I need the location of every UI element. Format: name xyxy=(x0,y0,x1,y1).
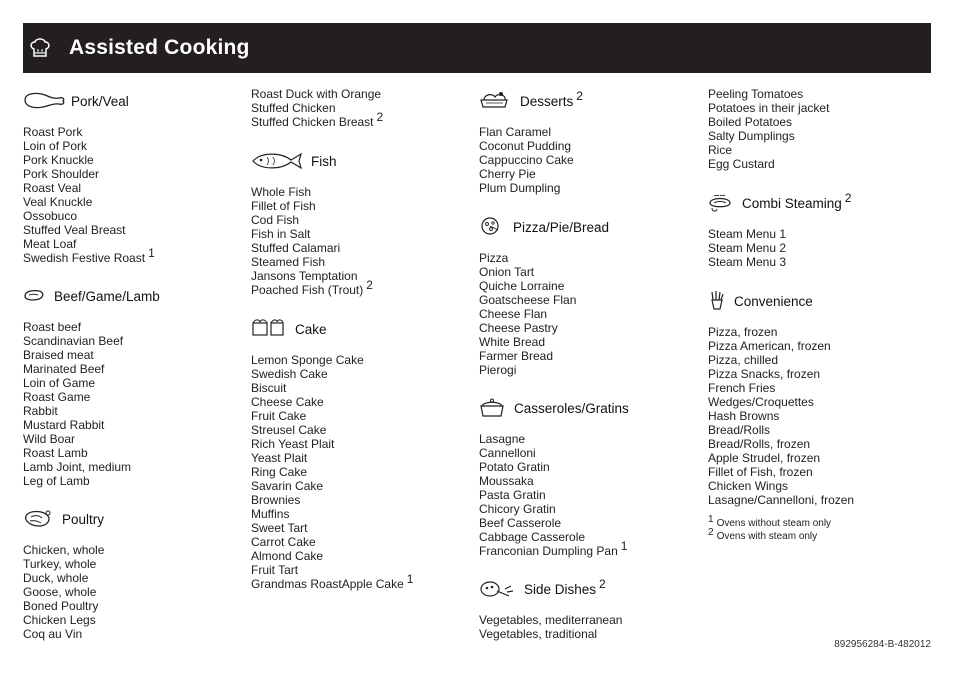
steak-icon xyxy=(23,285,54,307)
list-item: Boiled Potatoes xyxy=(708,115,793,129)
list-item: Sweet Tart xyxy=(251,521,308,535)
list-item: Rice xyxy=(708,143,733,157)
list-item: Wild Boar xyxy=(23,432,76,446)
footnote: 2 Ovens with steam only xyxy=(708,526,818,542)
list-item: Fish in Salt xyxy=(251,227,311,241)
footnote-ref: 1 xyxy=(620,539,628,553)
footnote: 1 Ovens without steam only xyxy=(708,513,832,529)
footnotes xyxy=(708,513,832,543)
list-item: Pork Knuckle xyxy=(23,153,94,167)
list-item: Roast Lamb xyxy=(23,446,88,460)
section-combi-steaming xyxy=(708,192,851,269)
section-side-dishes xyxy=(479,578,622,641)
footnote-ref: 2 xyxy=(599,577,606,591)
list-item: Cheese Flan xyxy=(479,307,548,321)
list-item: Almond Cake xyxy=(251,549,324,563)
item-list xyxy=(479,432,629,558)
section-title: Casseroles/Gratins xyxy=(514,400,629,416)
list-item: Cheese Pastry xyxy=(479,321,558,335)
list-item: Egg Custard xyxy=(708,157,775,171)
section-convenience xyxy=(708,290,854,507)
list-item: Pizza xyxy=(479,251,509,265)
list-item: White Bread xyxy=(479,335,546,349)
list-item: Cherry Pie xyxy=(479,167,536,181)
meat-leg-icon xyxy=(23,90,71,112)
section-side-dishes-continued xyxy=(708,87,829,171)
list-item: Vegetables, mediterranean xyxy=(479,613,623,627)
cake-icon xyxy=(251,318,295,340)
list-item: Hash Browns xyxy=(708,409,780,423)
list-item: Grandmas RoastApple Cake 1 xyxy=(251,572,414,591)
section-pork-veal xyxy=(23,90,155,265)
list-item: Cannelloni xyxy=(479,446,536,460)
list-item: Biscuit xyxy=(251,381,287,395)
list-item: Swedish Cake xyxy=(251,367,328,381)
list-item: Plum Dumpling xyxy=(479,181,561,195)
list-item: Goatscheese Flan xyxy=(479,293,577,307)
list-item: Pizza, frozen xyxy=(708,325,778,339)
section-title: Combi Steaming 2 xyxy=(742,191,852,211)
list-item: Salty Dumplings xyxy=(708,129,795,143)
section-title: Beef/Game/Lamb xyxy=(54,288,160,304)
list-item: Rich Yeast Plait xyxy=(251,437,335,451)
list-item: Quiche Lorraine xyxy=(479,279,565,293)
list-item: Roast Game xyxy=(23,390,91,404)
list-item: Steam Menu 3 xyxy=(708,255,787,269)
section-title: Desserts 2 xyxy=(520,89,583,109)
section-desserts xyxy=(479,90,583,195)
section-poultry-continued xyxy=(251,87,383,129)
document-code: 892956284-B-482012 xyxy=(834,639,931,650)
item-list xyxy=(251,185,373,297)
list-item: Loin of Pork xyxy=(23,139,88,153)
list-item: Streusel Cake xyxy=(251,423,327,437)
chicken-icon xyxy=(23,508,62,530)
list-item: Potatoes in their jacket xyxy=(708,101,830,115)
list-item: Loin of Game xyxy=(23,376,96,390)
list-item: Scandinavian Beef xyxy=(23,334,124,348)
footnote-ref: 1 xyxy=(406,572,414,586)
list-item: Fruit Cake xyxy=(251,409,307,423)
list-item: Savarin Cake xyxy=(251,479,324,493)
list-item: Roast Veal xyxy=(23,181,82,195)
section-casseroles-gratins xyxy=(479,397,629,558)
fish-icon xyxy=(251,150,311,172)
footnote-ref: 2 xyxy=(576,89,583,103)
list-item: Vegetables, traditional xyxy=(479,627,598,641)
list-item: Stuffed Calamari xyxy=(251,241,341,255)
list-item: Pork Shoulder xyxy=(23,167,100,181)
list-item: Brownies xyxy=(251,493,301,507)
section-title: Fish xyxy=(311,153,337,169)
item-list xyxy=(708,87,829,171)
list-item: Steam Menu 2 xyxy=(708,241,787,255)
section-title: Convenience xyxy=(734,293,813,309)
list-item: Carrot Cake xyxy=(251,535,316,549)
list-item: Cappuccino Cake xyxy=(479,153,574,167)
list-item: Stuffed Chicken Breast 2 xyxy=(251,110,384,129)
list-item: Farmer Bread xyxy=(479,349,554,363)
list-item: Cabbage Casserole xyxy=(479,530,586,544)
list-item: Roast beef xyxy=(23,320,82,334)
section-fish xyxy=(251,150,373,297)
vegetables-icon xyxy=(479,578,524,600)
list-item: Fruit Tart xyxy=(251,563,299,577)
item-list xyxy=(23,543,104,641)
list-item: Goose, whole xyxy=(23,585,97,599)
casserole-pot-icon xyxy=(479,397,514,419)
list-item: Moussaka xyxy=(479,474,534,488)
list-item: Lasagne/Cannelloni, frozen xyxy=(708,493,855,507)
list-item: Roast Duck with Orange xyxy=(251,87,382,101)
item-list xyxy=(708,227,851,269)
list-item: Fillet of Fish, frozen xyxy=(708,465,813,479)
list-item: Stuffed Veal Breast xyxy=(23,223,126,237)
list-item: Potato Gratin xyxy=(479,460,550,474)
list-item: Lamb Joint, medium xyxy=(23,460,132,474)
list-item: Boned Poultry xyxy=(23,599,99,613)
list-item: Beef Casserole xyxy=(479,516,562,530)
list-item: Wedges/Croquettes xyxy=(708,395,814,409)
footnote-ref: 1 xyxy=(148,246,155,260)
item-list xyxy=(23,125,155,265)
footnote-ref: 2 xyxy=(366,278,373,292)
list-item: Ring Cake xyxy=(251,465,308,479)
item-list xyxy=(251,87,383,129)
list-item: Duck, whole xyxy=(23,571,89,585)
section-title: Poultry xyxy=(62,511,105,527)
section-cake xyxy=(251,318,413,591)
steam-dish-icon xyxy=(708,192,742,214)
item-list xyxy=(251,353,413,591)
list-item: Bread/Rolls, frozen xyxy=(708,437,811,451)
item-list xyxy=(708,325,854,507)
list-item: Meat Loaf xyxy=(23,237,77,251)
list-item: Bread/Rolls xyxy=(708,423,771,437)
fries-icon xyxy=(708,290,734,312)
page-title: Assisted Cooking xyxy=(69,36,250,59)
item-list xyxy=(479,125,583,195)
list-item: Turkey, whole xyxy=(23,557,97,571)
section-pizza-pie-bread xyxy=(479,216,609,377)
list-item: Pizza American, frozen xyxy=(708,339,831,353)
list-item: Chicken Legs xyxy=(23,613,96,627)
list-item: Lasagne xyxy=(479,432,526,446)
list-item: Franconian Dumpling Pan 1 xyxy=(479,539,628,558)
list-item: Cheese Cake xyxy=(251,395,324,409)
list-item: Pierogi xyxy=(479,363,517,377)
list-item: Braised meat xyxy=(23,348,94,362)
list-item: Muffins xyxy=(251,507,290,521)
list-item: Marinated Beef xyxy=(23,362,105,376)
section-title: Pork/Veal xyxy=(71,93,129,109)
list-item: Onion Tart xyxy=(479,265,535,279)
list-item: Jansons Temptation xyxy=(251,269,358,283)
footnote-ref: 2 xyxy=(844,191,852,205)
list-item: Roast Pork xyxy=(23,125,83,139)
pizza-icon xyxy=(479,216,513,238)
list-item: Leg of Lamb xyxy=(23,474,90,488)
chef-hat-icon xyxy=(29,37,51,59)
footnote-ref: 2 xyxy=(376,110,384,124)
list-item: French Fries xyxy=(708,381,776,395)
list-item: Flan Caramel xyxy=(479,125,552,139)
list-item: Poached Fish (Trout) 2 xyxy=(251,278,373,297)
list-item: Peeling Tomatoes xyxy=(708,87,804,101)
list-item: Chicory Gratin xyxy=(479,502,556,516)
page-header xyxy=(23,23,931,73)
list-item: Swedish Festive Roast 1 xyxy=(23,246,155,265)
section-title: Cake xyxy=(295,321,327,337)
list-item: Apple Strudel, frozen xyxy=(708,451,821,465)
list-item: Steamed Fish xyxy=(251,255,326,269)
list-item: Whole Fish xyxy=(251,185,312,199)
list-item: Mustard Rabbit xyxy=(23,418,105,432)
item-list xyxy=(479,613,622,641)
list-item: Chicken, whole xyxy=(23,543,105,557)
list-item: Coconut Pudding xyxy=(479,139,572,153)
list-item: Rabbit xyxy=(23,404,58,418)
section-title: Side Dishes 2 xyxy=(524,577,606,597)
list-item: Ossobuco xyxy=(23,209,78,223)
list-item: Pasta Gratin xyxy=(479,488,546,502)
list-item: Cod Fish xyxy=(251,213,300,227)
section-title: Pizza/Pie/Bread xyxy=(513,219,610,235)
list-item: Pizza, chilled xyxy=(708,353,779,367)
list-item: Steam Menu 1 xyxy=(708,227,787,241)
list-item: Chicken Wings xyxy=(708,479,789,493)
list-item: Coq au Vin xyxy=(23,627,83,641)
dessert-icon xyxy=(479,90,520,112)
list-item: Stuffed Chicken xyxy=(251,101,336,115)
list-item: Lemon Sponge Cake xyxy=(251,353,364,367)
list-item: Pizza Snacks, frozen xyxy=(708,367,821,381)
list-item: Veal Knuckle xyxy=(23,195,93,209)
list-item: Fillet of Fish xyxy=(251,199,316,213)
list-item: Yeast Plait xyxy=(251,451,308,465)
section-beef-game-lamb xyxy=(23,285,160,488)
item-list xyxy=(479,251,609,377)
item-list xyxy=(23,320,160,488)
section-poultry xyxy=(23,508,104,641)
